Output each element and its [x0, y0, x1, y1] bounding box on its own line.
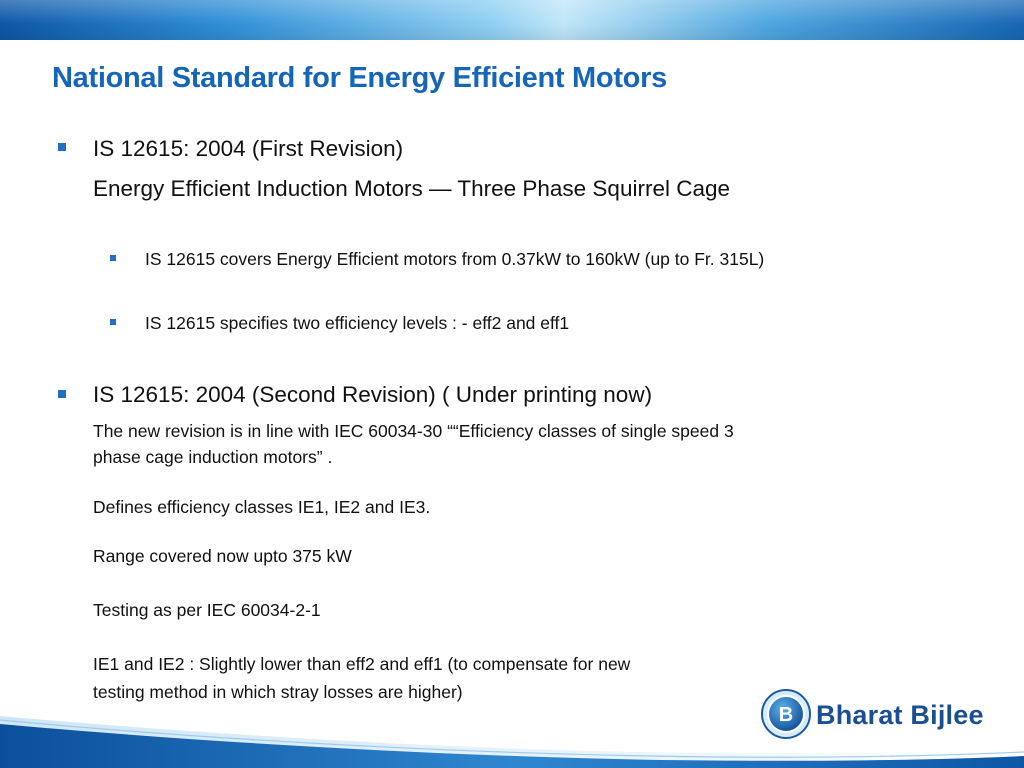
logo-wordmark: Bharat Bijlee — [816, 700, 984, 730]
section1-heading: IS 12615: 2004 (First Revision) — [93, 136, 404, 161]
section2-paragraph-3: Range covered now upto 375 kW — [93, 546, 352, 566]
section2-paragraph-5-line-1: IE1 and IE2 : Slightly lower than eff2 and eff1 (to compensate for new — [93, 654, 631, 674]
section1-sub-bullet-1: IS 12615 covers Energy Efficient motors from 0.37kW to 160kW (up to Fr. 315L) — [145, 249, 765, 269]
section2-paragraph-4: Testing as per IEC 60034-2-1 — [93, 600, 321, 620]
bullet-square-icon — [58, 143, 66, 151]
header-band-shine — [0, 0, 1024, 40]
sub-bullet-square-icon — [110, 319, 116, 325]
bharat-bijlee-logo-icon — [760, 688, 812, 740]
section2-paragraph-1-line-1: The new revision is in line with IEC 60034-30 ““Efficiency classes of single speed 3 — [93, 421, 734, 441]
logo-mark-letter: B — [778, 704, 794, 726]
slide-title: National Standard for Energy Efficient Motors — [52, 62, 667, 94]
sub-bullet-square-icon — [110, 255, 116, 261]
section2-paragraph-2: Defines efficiency classes IE1, IE2 and IE3. — [93, 497, 431, 517]
company-logo — [760, 688, 990, 742]
section1-subheading: Energy Efficient Induction Motors — Three Phase Squirrel Cage — [93, 176, 730, 201]
section2-paragraph-5-line-2: testing method in which stray losses are higher) — [93, 682, 463, 702]
bullet-square-icon — [58, 390, 66, 398]
section2-heading: IS 12615: 2004 (Second Revision) ( Under printing now) — [93, 382, 653, 407]
section1-sub-bullet-2: IS 12615 specifies two efficiency levels : - eff2 and eff1 — [145, 313, 570, 333]
section2-paragraph-1-line-2: phase cage induction motors” . — [93, 447, 333, 467]
